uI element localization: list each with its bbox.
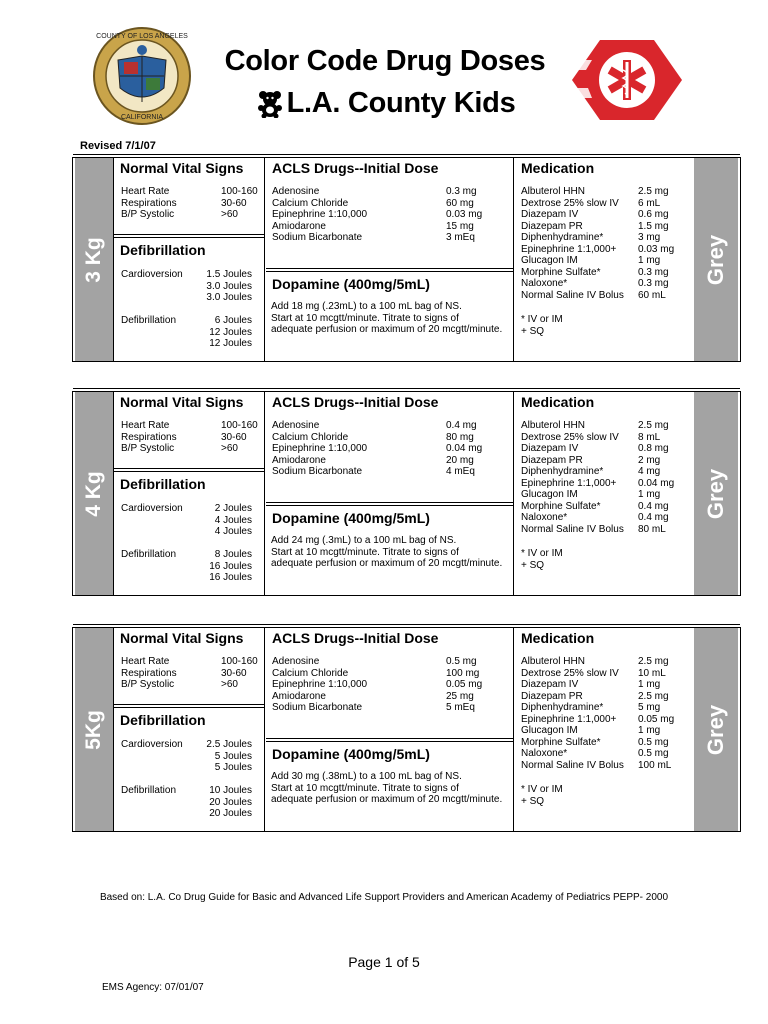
section-divider (114, 468, 264, 469)
acls-drug-name: Calcium Chloride (272, 431, 349, 443)
acls-drug-name: Sodium Bicarbonate (272, 232, 363, 243)
joule-value: 4 Joules (214, 514, 252, 526)
color-label: Grey (703, 704, 728, 755)
acls-drug-name: Amiodarone (272, 454, 326, 466)
medication-dose: 0.05 mg (638, 713, 675, 725)
page-number: Page 1 of 5 (348, 954, 420, 970)
route-note: * IV or IM (521, 548, 563, 559)
dopamine-heading: Dopamine (400mg/5mL) (272, 746, 430, 762)
vitals-heading: Normal Vital Signs (120, 160, 244, 176)
medication-dose: 0.8 mg (638, 443, 669, 454)
acls-column (266, 392, 514, 595)
route-note: + SQ (521, 325, 545, 337)
acls-dose: 0.04 mg (446, 443, 483, 454)
vital-name: B/P Systolic (121, 679, 175, 690)
defibrillation-label: Defibrillation (121, 315, 177, 326)
medication-column (515, 392, 695, 595)
acls-dose: 80 mg (446, 431, 474, 443)
medication-name: Diphenhydramine* (521, 702, 604, 713)
medication-name: Normal Saline IV Bolus (521, 523, 624, 535)
route-note: + SQ (521, 795, 545, 807)
cardioversion-label: Cardioversion (121, 269, 183, 280)
vital-value: 100-160 (221, 186, 258, 197)
medication-dose: 0.5 mg (638, 736, 669, 748)
medication-dose: 1 mg (638, 679, 661, 690)
svg-text:COUNTY OF LOS ANGELES: COUNTY OF LOS ANGELES (96, 33, 188, 40)
route-note: * IV or IM (521, 314, 563, 325)
medication-dose: 8 mL (638, 431, 661, 443)
dopamine-line: Start at 10 mcgtt/minute. Titrate to signs of (271, 312, 459, 324)
vitals-column (113, 158, 265, 361)
dopamine-instructions (271, 535, 502, 570)
route-notes (521, 314, 563, 337)
medication-dose: 1 mg (638, 489, 661, 500)
medication-name: Naloxone* (521, 512, 568, 523)
joule-value: 12 Joules (209, 326, 252, 338)
color-band (694, 392, 738, 595)
acls-drug-name: Amiodarone (272, 690, 326, 702)
medication-name: Epinephrine 1:1,000+ (521, 243, 617, 255)
vital-name: B/P Systolic (121, 209, 175, 220)
vital-name: B/P Systolic (121, 443, 175, 454)
medication-dose: 10 mL (638, 667, 666, 679)
page-title (200, 40, 570, 124)
acls-heading: ACLS Drugs--Initial Dose (272, 630, 439, 646)
vitals-column (113, 392, 265, 595)
weight-band (75, 628, 113, 831)
medication-dose: 0.3 mg (638, 266, 669, 278)
weight-label: 3 Kg (82, 236, 105, 283)
joule-value: 3.0 Joules (206, 292, 252, 303)
section-divider (114, 234, 264, 235)
medication-name: Diazepam IV (521, 209, 579, 220)
source-citation: Based on: L.A. Co Drug Guide for Basic and Advanced Life Support Providers and American Academy of Pediatrics PEPP- 2000 (99, 892, 669, 903)
vital-value: >60 (221, 679, 238, 690)
medication-dose: 0.6 mg (638, 209, 669, 220)
joule-value: 16 Joules (209, 560, 252, 572)
title-line-1: Color Code Drug Doses (224, 45, 546, 77)
acls-drug-name: Epinephrine 1:10,000 (272, 679, 368, 690)
defib-heading: Defibrillation (120, 712, 206, 728)
medication-name: Epinephrine 1:1,000+ (521, 713, 617, 725)
dopamine-instructions (271, 301, 502, 336)
acls-dose: 0.03 mg (446, 209, 483, 220)
medication-dose: 0.5 mg (638, 748, 669, 759)
medication-name: Diazepam PR (521, 220, 583, 232)
dopamine-line: Start at 10 mcgtt/minute. Titrate to signs of (271, 782, 459, 794)
section-divider (266, 502, 513, 503)
acls-dose: 60 mg (446, 197, 474, 209)
acls-dose: 0.3 mg (446, 186, 477, 197)
dopamine-heading: Dopamine (400mg/5mL) (272, 276, 430, 292)
medication-heading: Medication (521, 160, 595, 176)
medication-dose: 0.4 mg (638, 512, 669, 523)
medication-name: Diphenhydramine* (521, 232, 604, 243)
color-label: Grey (703, 468, 728, 519)
medication-dose: 80 mL (638, 523, 666, 535)
vital-name: Respirations (121, 431, 177, 443)
medication-name: Morphine Sulfate* (521, 500, 601, 512)
cardioversion-label: Cardioversion (121, 503, 183, 514)
joule-value: 6 Joules (214, 315, 252, 326)
defibrillation-values (209, 785, 252, 820)
route-notes (521, 784, 563, 807)
acls-dose: 15 mg (446, 220, 474, 232)
vital-name: Heart Rate (121, 420, 170, 431)
cardioversion-values (215, 503, 252, 538)
acls-dose: 0.05 mg (446, 679, 483, 690)
vital-value: >60 (221, 443, 238, 454)
cardioversion-label: Cardioversion (121, 739, 183, 750)
vital-value: 30-60 (221, 667, 247, 679)
joule-value: 16 Joules (209, 572, 252, 583)
joule-value: 12 Joules (209, 338, 252, 349)
county-seal-icon (92, 26, 192, 126)
acls-dose: 4 mEq (446, 466, 475, 477)
acls-dose: 25 mg (446, 690, 474, 702)
acls-dose: 0.5 mg (446, 656, 477, 667)
acls-column (266, 158, 514, 361)
joule-value: 5 Joules (214, 762, 252, 773)
acls-heading: ACLS Drugs--Initial Dose (272, 394, 439, 410)
medication-name: Epinephrine 1:1,000+ (521, 477, 617, 489)
vital-value: 30-60 (221, 197, 247, 209)
acls-drug-name: Sodium Bicarbonate (272, 702, 363, 713)
medication-dose: 2 mg (638, 454, 661, 466)
route-note: * IV or IM (521, 784, 563, 795)
joule-value: 5 Joules (214, 750, 252, 762)
acls-dose: 3 mEq (446, 232, 475, 243)
dosage-block (72, 157, 741, 362)
dopamine-line: adequate perfusion or maximum of 20 mcgtt/minute. (271, 558, 503, 569)
dopamine-line: Start at 10 mcgtt/minute. Titrate to signs of (271, 546, 459, 558)
acls-drug-name: Amiodarone (272, 220, 326, 232)
dopamine-line: Add 18 mg (.23mL) to a 100 mL bag of NS. (271, 301, 462, 312)
joule-value: 20 Joules (209, 808, 252, 819)
medication-dose: 3 mg (638, 232, 661, 243)
title-line-2: L.A. County Kids (286, 87, 516, 119)
medication-dose: 2.5 mg (638, 690, 669, 702)
joule-value: 2 Joules (214, 503, 252, 514)
medication-dose: 4 mg (638, 466, 661, 477)
medication-heading: Medication (521, 394, 595, 410)
medication-name: Dextrose 25% slow IV (521, 431, 619, 443)
teddy-bear-icon (255, 88, 285, 118)
cardioversion-values (206, 739, 252, 774)
acls-heading: ACLS Drugs--Initial Dose (272, 160, 439, 176)
vital-value: 30-60 (221, 431, 247, 443)
defibrillation-label: Defibrillation (121, 785, 177, 796)
cardioversion-values (206, 269, 252, 304)
medication-name: Albuterol HHN (521, 656, 585, 667)
acls-drug-name: Sodium Bicarbonate (272, 466, 363, 477)
section-divider (266, 268, 513, 269)
medication-dose: 1.5 mg (638, 220, 669, 232)
joule-value: 2.5 Joules (206, 739, 252, 750)
medication-name: Dextrose 25% slow IV (521, 667, 619, 679)
vital-value: 100-160 (221, 656, 258, 667)
medication-dose: 2.5 mg (638, 186, 669, 197)
vitals-column (113, 628, 265, 831)
medication-dose: 0.04 mg (638, 477, 675, 489)
joule-value: 1.5 Joules (206, 269, 252, 280)
dosage-block (72, 391, 741, 596)
acls-dose: 5 mEq (446, 702, 475, 713)
medication-dose: 5 mg (638, 702, 661, 713)
color-band (694, 158, 738, 361)
section-divider (266, 738, 513, 739)
acls-dose: 20 mg (446, 454, 474, 466)
acls-drug-name: Epinephrine 1:10,000 (272, 209, 368, 220)
weight-label: 5Kg (82, 709, 105, 750)
dopamine-line: Add 24 mg (.3mL) to a 100 mL bag of NS. (271, 535, 457, 546)
acls-drug-name: Epinephrine 1:10,000 (272, 443, 368, 454)
defibrillation-values (209, 549, 252, 584)
medication-name: Albuterol HHN (521, 186, 585, 197)
revised-date: Revised 7/1/07 (80, 140, 156, 152)
medication-dose: 2.5 mg (638, 420, 669, 431)
medication-dose: 6 mL (638, 197, 661, 209)
route-note: + SQ (521, 559, 545, 571)
color-band (694, 628, 738, 831)
acls-dose: 100 mg (446, 667, 480, 679)
acls-column (266, 628, 514, 831)
medication-name: Diazepam PR (521, 690, 583, 702)
vital-value: 100-160 (221, 420, 258, 431)
ems-star-of-life-icon (570, 38, 684, 122)
color-label: Grey (703, 234, 728, 285)
medication-name: Glucagon IM (521, 725, 578, 736)
vital-name: Heart Rate (121, 656, 170, 667)
weight-band (75, 392, 113, 595)
medication-name: Glucagon IM (521, 489, 578, 500)
dopamine-heading: Dopamine (400mg/5mL) (272, 510, 430, 526)
acls-drug-name: Calcium Chloride (272, 667, 349, 679)
vitals-heading: Normal Vital Signs (120, 630, 244, 646)
vital-value: >60 (221, 209, 238, 220)
dopamine-line: Add 30 mg (.38mL) to a 100 mL bag of NS. (271, 771, 462, 782)
medication-name: Morphine Sulfate* (521, 266, 601, 278)
medication-name: Glucagon IM (521, 255, 578, 266)
acls-dose: 0.4 mg (446, 420, 477, 431)
dopamine-line: adequate perfusion or maximum of 20 mcgtt/minute. (271, 794, 503, 805)
medication-dose: 2.5 mg (638, 656, 669, 667)
agency-date: EMS Agency: 07/01/07 (102, 982, 204, 993)
medication-heading: Medication (521, 630, 595, 646)
medication-dose: 1 mg (638, 725, 661, 736)
medication-name: Naloxone* (521, 278, 568, 289)
acls-drug-name: Adenosine (272, 186, 320, 197)
medication-dose: 60 mL (638, 289, 666, 301)
vital-name: Heart Rate (121, 186, 170, 197)
defibrillation-values (209, 315, 252, 350)
route-notes (521, 548, 563, 571)
medication-column (515, 158, 695, 361)
joule-value: 8 Joules (214, 549, 252, 560)
vital-name: Respirations (121, 197, 177, 209)
dosage-block (72, 627, 741, 832)
medication-name: Normal Saline IV Bolus (521, 759, 624, 771)
weight-label: 4 Kg (82, 470, 105, 517)
medication-column (515, 628, 695, 831)
medication-name: Diazepam IV (521, 679, 579, 690)
medication-name: Dextrose 25% slow IV (521, 197, 619, 209)
medication-dose: 1 mg (638, 255, 661, 266)
joule-value: 20 Joules (209, 796, 252, 808)
svg-text:CALIFORNIA: CALIFORNIA (120, 114, 164, 121)
vital-name: Respirations (121, 667, 177, 679)
medication-name: Normal Saline IV Bolus (521, 289, 624, 301)
acls-drug-name: Adenosine (272, 656, 320, 667)
medication-name: Naloxone* (521, 748, 568, 759)
medication-name: Diphenhydramine* (521, 466, 604, 477)
medication-name: Diazepam PR (521, 454, 583, 466)
defib-heading: Defibrillation (120, 476, 206, 492)
vitals-heading: Normal Vital Signs (120, 394, 244, 410)
joule-value: 10 Joules (209, 785, 252, 796)
section-divider (114, 704, 264, 705)
joule-value: 3.0 Joules (206, 280, 252, 292)
medication-name: Morphine Sulfate* (521, 736, 601, 748)
defib-heading: Defibrillation (120, 242, 206, 258)
medication-name: Albuterol HHN (521, 420, 585, 431)
joule-value: 4 Joules (214, 526, 252, 537)
medication-dose: 0.4 mg (638, 500, 669, 512)
acls-drug-name: Adenosine (272, 420, 320, 431)
dopamine-instructions (271, 771, 502, 806)
acls-drug-name: Calcium Chloride (272, 197, 349, 209)
dopamine-line: adequate perfusion or maximum of 20 mcgtt/minute. (271, 324, 503, 335)
medication-name: Diazepam IV (521, 443, 579, 454)
medication-dose: 0.03 mg (638, 243, 675, 255)
medication-dose: 100 mL (638, 759, 672, 771)
weight-band (75, 158, 113, 361)
medication-dose: 0.3 mg (638, 278, 669, 289)
defibrillation-label: Defibrillation (121, 549, 177, 560)
